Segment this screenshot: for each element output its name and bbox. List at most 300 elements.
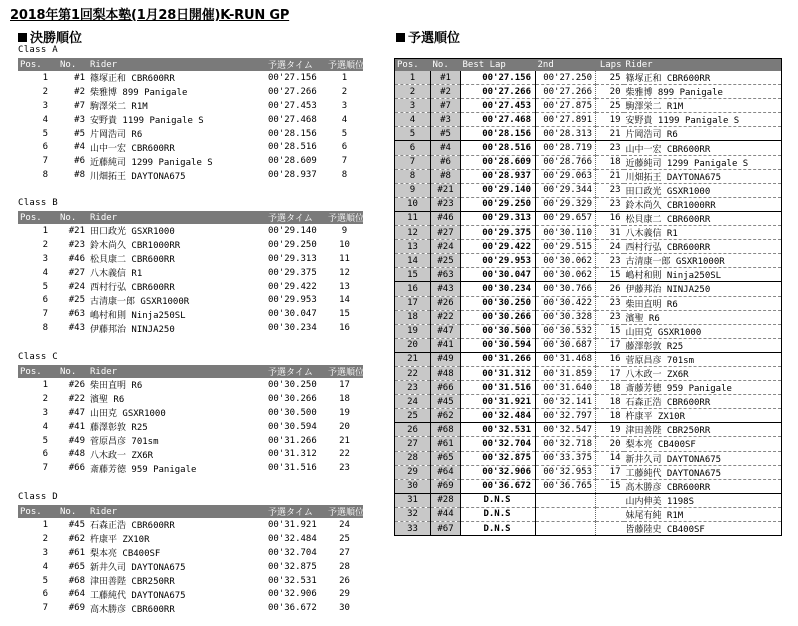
cell-pos: 24: [395, 395, 431, 409]
cell-2nd: 00'28.313: [536, 127, 596, 141]
table-row: [18, 238, 363, 252]
cell-pos: 28: [395, 451, 431, 465]
col-header-no: No.: [431, 59, 461, 72]
cell-2nd: [536, 493, 596, 507]
cell-pos: 20: [395, 338, 431, 352]
cell-best-lap: 00'27.266: [461, 85, 536, 99]
cell-rider: 西村行弘 CBR600RR: [624, 240, 782, 254]
cell-rider: 川畑拓王 DAYTONA675: [624, 169, 782, 183]
cell-no: #25: [431, 254, 461, 268]
cell-pos: 19: [395, 324, 431, 338]
cell-rider: 石森正浩 CBR600RR: [90, 521, 175, 532]
cell-time: 00'28.156: [268, 128, 317, 139]
cell-pos: 21: [395, 352, 431, 366]
col-header-no: No.: [58, 365, 88, 378]
cell-rider: 松貝康二 CBR600RR: [90, 255, 175, 266]
final-results-heading: 決勝順位: [18, 27, 82, 46]
col-header-qual-rank: 予選順位: [326, 211, 363, 224]
cell-pos: 6: [42, 449, 48, 460]
table-row: [18, 224, 363, 238]
table-row: [395, 183, 782, 197]
cell-rider: 柴田直明 R6: [624, 296, 782, 310]
cell-pos: 30: [395, 479, 431, 493]
cell-rider: 近藤純司 1299 Panigale S: [90, 157, 213, 168]
cell-time: 00'31.266: [268, 435, 317, 446]
cell-pos: 25: [395, 409, 431, 423]
table-row: [18, 293, 363, 307]
cell-time: 00'27.266: [268, 86, 317, 97]
cell-q: 6: [341, 142, 348, 153]
cell-rider: 菅原昌彦 701sm: [90, 437, 159, 447]
cell-rider: 山中一宏 CBR600RR: [624, 141, 782, 155]
cell-time: 00'30.250: [268, 379, 317, 390]
cell-pos: 14: [395, 254, 431, 268]
cell-rider: 高木勝彦 CBR600RR: [90, 604, 175, 615]
cell-rider: 新井久司 DAYTONA675: [90, 563, 186, 574]
cell-no: #27: [431, 226, 461, 240]
cell-no: #66: [68, 463, 85, 474]
table-row: [395, 451, 782, 465]
cell-q: 29: [339, 589, 350, 600]
cell-pos: 5: [42, 281, 48, 292]
cell-q: 17: [339, 379, 350, 390]
cell-pos: 17: [395, 296, 431, 310]
cell-laps: 23: [596, 310, 624, 324]
cell-rider: 近藤純司 1299 Panigale S: [624, 155, 782, 169]
cell-laps: 23: [596, 141, 624, 155]
cell-best-lap: 00'31.516: [461, 381, 536, 395]
cell-q: 14: [339, 295, 350, 306]
table-row: [395, 423, 782, 437]
col-header-rider: Rider: [88, 365, 266, 378]
cell-no: #24: [431, 240, 461, 254]
cell-pos: 7: [395, 155, 431, 169]
cell-no: #26: [68, 379, 85, 390]
cell-pos: 4: [395, 113, 431, 127]
cell-time: 00'31.312: [268, 449, 317, 460]
cell-pos: 16: [395, 282, 431, 296]
cell-q: 18: [339, 393, 350, 404]
cell-pos: 4: [42, 114, 48, 125]
col-header-laps: Laps: [596, 59, 624, 72]
cell-rider: 篠塚正和 CBR600RR: [625, 74, 711, 85]
qualifying-header-row: [395, 59, 782, 72]
col-header-2nd: 2nd: [536, 59, 596, 72]
cell-rider: 斎藤芳徳 959 Panigale: [624, 381, 782, 395]
cell-rider: 柴雅博 899 Panigale: [90, 88, 188, 99]
cell-time: 00'31.921: [268, 519, 317, 530]
cell-laps: 17: [596, 465, 624, 479]
cell-time: 00'30.594: [268, 421, 317, 432]
table-row: [18, 266, 363, 280]
cell-rider: 新井久司 DAYTONA675: [624, 451, 782, 465]
cell-rider: 川畑拓王 DAYTONA675: [90, 171, 186, 182]
cell-2nd: 00'31.640: [536, 381, 596, 395]
cell-rider: 駒澤栄二 R1M: [90, 102, 148, 113]
cell-rider: 田口政光 GSXR1000: [90, 227, 175, 238]
cell-best-lap: 00'32.704: [461, 437, 536, 451]
cell-q: 20: [339, 421, 350, 432]
cell-no: #61: [431, 437, 461, 451]
cell-no: #61: [68, 547, 85, 558]
col-header-best-lap: Best Lap: [461, 59, 536, 72]
cell-rider: 嶋村和則 Ninja250SL: [624, 268, 782, 282]
cell-laps: 23: [596, 183, 624, 197]
class-label: Class A: [18, 45, 59, 55]
cell-pos: 1: [42, 519, 48, 530]
table-row: [18, 587, 363, 601]
table-row: [395, 338, 782, 352]
cell-pos: 32: [395, 507, 431, 521]
cell-time: 00'27.468: [268, 114, 317, 125]
cell-best-lap: 00'29.422: [461, 240, 536, 254]
cell-rider: 妹尾有純 R1M: [624, 507, 782, 521]
cell-best-lap: 00'30.250: [461, 296, 536, 310]
table-row: [395, 395, 782, 409]
cell-laps: 26: [596, 282, 624, 296]
cell-rider: 駒澤栄二 R1M: [624, 99, 782, 113]
cell-no: #22: [68, 393, 85, 404]
cell-q: 27: [339, 547, 350, 558]
cell-2nd: 00'28.719: [536, 141, 596, 155]
col-header-qual-rank: 予選順位: [326, 58, 363, 71]
cell-q: 25: [339, 533, 350, 544]
cell-best-lap: 00'31.312: [461, 366, 536, 380]
cell-time: 00'29.313: [268, 253, 317, 264]
cell-laps: 15: [596, 268, 624, 282]
cell-rider: 鈴木尚久 CBR1000RR: [90, 241, 181, 252]
cell-no: #63: [68, 309, 85, 320]
cell-pos: 8: [42, 323, 48, 334]
cell-pos: 1: [42, 379, 48, 390]
class-results-table: [18, 365, 363, 475]
table-row: [395, 282, 782, 296]
cell-pos: 1: [42, 225, 48, 236]
qualifying-table: [394, 58, 782, 536]
cell-no: #2: [74, 86, 85, 97]
col-header-rider: Rider: [88, 211, 266, 224]
cell-no: #64: [68, 589, 85, 600]
cell-no: #6: [431, 155, 461, 169]
cell-best-lap: 00'29.953: [461, 254, 536, 268]
cell-pos: 5: [42, 435, 48, 446]
cell-best-lap: 00'30.234: [461, 282, 536, 296]
col-header-pos: Pos.: [18, 58, 58, 71]
table-row: [395, 240, 782, 254]
cell-best-lap: 00'27.453: [461, 99, 536, 113]
cell-laps: [596, 507, 624, 521]
table-row: [395, 409, 782, 423]
cell-no: #46: [68, 253, 85, 264]
cell-q: 26: [339, 575, 350, 586]
cell-q: 7: [341, 156, 348, 167]
cell-time: 00'28.937: [268, 170, 317, 181]
cell-q: 11: [339, 253, 350, 264]
table-row: [395, 99, 782, 113]
cell-rider: 梨本亮 CB400SF: [624, 437, 782, 451]
cell-rider: 篠塚正和 CBR600RR: [90, 74, 175, 85]
cell-rider: 松貝康二 CBR600RR: [624, 211, 782, 225]
cell-rider: 鈴木尚久 CBR1000RR: [624, 197, 782, 211]
cell-no: #23: [431, 197, 461, 211]
cell-pos: 26: [395, 423, 431, 437]
cell-time: 00'30.500: [268, 407, 317, 418]
cell-pos: 33: [395, 522, 431, 536]
cell-no: #69: [68, 603, 85, 614]
cell-pos: 3: [42, 253, 48, 264]
cell-no: #4: [431, 141, 461, 155]
cell-best-lap: 00'32.484: [461, 409, 536, 423]
table-row: [18, 532, 363, 546]
cell-best-lap: 00'27.468: [461, 113, 536, 127]
cell-no: #2: [431, 85, 461, 99]
cell-no: #65: [431, 451, 461, 465]
col-header-pos: Pos.: [18, 365, 58, 378]
cell-time: 00'28.609: [268, 156, 317, 167]
cell-no: #49: [431, 352, 461, 366]
col-header-qual-time: 予選タイム: [266, 365, 326, 378]
cell-best-lap: 00'28.156: [461, 127, 536, 141]
cell-2nd: 00'29.329: [536, 197, 596, 211]
cell-laps: 25: [596, 99, 624, 113]
table-row: [395, 522, 782, 536]
cell-no: #21: [431, 183, 461, 197]
square-bullet-icon: [396, 33, 405, 42]
cell-rider: 柴田直明 R6: [90, 381, 143, 392]
cell-no: #28: [431, 493, 461, 507]
cell-no: #5: [74, 128, 85, 139]
cell-q: 28: [339, 561, 350, 572]
cell-pos: 23: [395, 381, 431, 395]
cell-pos: 9: [395, 183, 431, 197]
cell-pos: 4: [42, 421, 48, 432]
cell-laps: 23: [596, 296, 624, 310]
col-header-pos: Pos.: [18, 505, 58, 518]
cell-rider: 杵康平 ZX10R: [90, 535, 150, 546]
cell-pos: 3: [42, 407, 48, 418]
table-row: [18, 574, 363, 588]
cell-2nd: 00'30.532: [536, 324, 596, 338]
cell-pos: 4: [42, 561, 48, 572]
cell-time: 00'27.156: [268, 72, 317, 83]
table-row: [18, 113, 363, 127]
class-header-row: [18, 211, 363, 224]
table-row: [18, 71, 363, 85]
cell-q: 30: [339, 603, 350, 614]
class-label: Class B: [18, 198, 59, 208]
table-row: [18, 307, 363, 321]
cell-2nd: [536, 507, 596, 521]
cell-no: #1: [74, 72, 85, 83]
table-row: [18, 140, 363, 154]
cell-no: #7: [74, 100, 85, 111]
cell-pos: 5: [42, 575, 48, 586]
cell-2nd: 00'32.953: [536, 465, 596, 479]
cell-2nd: 00'27.266: [536, 85, 596, 99]
table-row: [18, 546, 363, 560]
cell-no: #49: [68, 435, 85, 446]
class-header-row: [18, 505, 363, 518]
table-row: [18, 378, 363, 392]
cell-pos: 27: [395, 437, 431, 451]
cell-best-lap: 00'29.250: [461, 197, 536, 211]
cell-pos: 6: [42, 142, 48, 153]
col-header-qual-time: 予選タイム: [266, 211, 326, 224]
cell-laps: 23: [596, 197, 624, 211]
cell-no: #6: [74, 156, 85, 167]
cell-no: #62: [431, 409, 461, 423]
cell-rider: 菅原昌彦 701sm: [624, 352, 782, 366]
cell-no: #64: [431, 465, 461, 479]
cell-time: 00'29.953: [268, 295, 317, 306]
cell-no: #47: [431, 324, 461, 338]
table-row: [395, 310, 782, 324]
cell-q: 10: [339, 239, 350, 250]
cell-pos: 13: [395, 240, 431, 254]
cell-time: 00'36.672: [268, 603, 317, 614]
cell-time: 00'29.375: [268, 267, 317, 278]
cell-rider: 八木政一 ZX6R: [90, 450, 154, 461]
cell-rider: 古清康一郎 GSXR1000R: [624, 254, 782, 268]
table-row: [395, 197, 782, 211]
cell-pos: 31: [395, 493, 431, 507]
cell-2nd: 00'36.765: [536, 479, 596, 493]
table-row: [395, 169, 782, 183]
cell-laps: 17: [596, 366, 624, 380]
cell-laps: 20: [596, 437, 624, 451]
table-row: [395, 211, 782, 225]
cell-laps: 16: [596, 211, 624, 225]
cell-rider: 工藤純代 DAYTONA675: [624, 465, 782, 479]
cell-no: #48: [68, 449, 85, 460]
cell-2nd: 00'32.141: [536, 395, 596, 409]
cell-rider: 安野貴 1199 Panigale S: [624, 113, 782, 127]
cell-rider: 藤澤彰敦 R25: [624, 338, 782, 352]
cell-no: #65: [68, 561, 85, 572]
table-row: [18, 518, 363, 532]
cell-2nd: 00'31.468: [536, 352, 596, 366]
cell-rider: 高木勝彦 CBR600RR: [624, 479, 782, 493]
cell-rider: 伊藤邦治 NINJA250: [90, 324, 175, 335]
table-row: [395, 113, 782, 127]
cell-best-lap: 00'27.156: [461, 71, 536, 85]
cell-time: 00'27.453: [268, 100, 317, 111]
cell-rider: 嶋村和則 Ninja250SL: [90, 310, 186, 321]
cell-q: 4: [341, 114, 348, 125]
table-row: [395, 155, 782, 169]
table-row: [395, 352, 782, 366]
table-row: [395, 85, 782, 99]
cell-rider: 古清康一郎 GSXR1000R: [90, 296, 190, 307]
cell-no: #63: [431, 268, 461, 282]
cell-laps: 20: [596, 85, 624, 99]
cell-best-lap: 00'30.266: [461, 310, 536, 324]
cell-pos: 7: [42, 156, 48, 167]
table-row: [395, 465, 782, 479]
cell-rider: 濱聖 R6: [90, 395, 125, 406]
cell-pos: 6: [42, 295, 48, 306]
cell-best-lap: 00'31.921: [461, 395, 536, 409]
cell-laps: 24: [596, 240, 624, 254]
cell-no: #67: [431, 522, 461, 536]
cell-rider: 伊藤邦治 NINJA250: [624, 282, 782, 296]
cell-pos: 1: [42, 72, 48, 83]
col-header-no: No.: [58, 58, 88, 71]
cell-laps: 15: [596, 324, 624, 338]
table-row: [395, 479, 782, 493]
cell-no: #45: [68, 519, 85, 530]
cell-rider: 山内伸美 1198S: [624, 493, 782, 507]
cell-pos: 5: [42, 128, 48, 139]
cell-pos: 11: [395, 211, 431, 225]
table-row: [18, 168, 363, 182]
col-header-no: No.: [58, 505, 88, 518]
table-row: [395, 226, 782, 240]
cell-2nd: 00'29.063: [536, 169, 596, 183]
col-header-rider: Rider: [624, 59, 782, 72]
cell-2nd: 00'30.062: [536, 254, 596, 268]
cell-rider: 安野貴 1199 Panigale S: [90, 116, 204, 127]
class-label: Class C: [18, 352, 59, 362]
cell-time: 00'29.422: [268, 281, 317, 292]
table-row: [395, 324, 782, 338]
table-row: [395, 268, 782, 282]
cell-2nd: 00'29.657: [536, 211, 596, 225]
cell-pos: 1: [395, 71, 431, 85]
cell-best-lap: 00'31.266: [461, 352, 536, 366]
cell-pos: 6: [395, 141, 431, 155]
cell-pos: 8: [395, 169, 431, 183]
table-row: [395, 127, 782, 141]
cell-2nd: 00'32.547: [536, 423, 596, 437]
cell-best-lap: 00'30.594: [461, 338, 536, 352]
col-header-rider: Rider: [88, 58, 266, 71]
cell-pos: 3: [395, 99, 431, 113]
cell-laps: 19: [596, 423, 624, 437]
cell-best-lap: 00'30.500: [461, 324, 536, 338]
cell-pos: 2: [395, 85, 431, 99]
cell-q: 12: [339, 267, 350, 278]
cell-no: #41: [431, 338, 461, 352]
class-header-row: [18, 58, 363, 71]
cell-rider: 石森正浩 CBR600RR: [624, 395, 782, 409]
class-results-table: [18, 211, 363, 335]
cell-pos: 2: [42, 393, 48, 404]
cell-rider: 八木義信 R1: [90, 269, 143, 280]
class-header-row: [18, 365, 363, 378]
cell-q: 16: [339, 323, 350, 334]
cell-pos: 8: [42, 170, 48, 181]
cell-no: #3: [74, 114, 85, 125]
class-results-table: [18, 505, 363, 615]
cell-rider: 柴雅博 899 Panigale: [624, 85, 782, 99]
cell-pos: 29: [395, 465, 431, 479]
col-header-qual-rank: 予選順位: [326, 505, 363, 518]
table-row: [18, 99, 363, 113]
table-row: [395, 71, 782, 85]
cell-rider: 山田克 GSXR1000: [90, 409, 166, 420]
cell-no: #22: [431, 310, 461, 324]
cell-no: #68: [68, 575, 85, 586]
table-row: [395, 254, 782, 268]
cell-q: 5: [341, 128, 348, 139]
cell-2nd: [536, 522, 596, 536]
cell-q: 24: [339, 519, 350, 530]
cell-no: #44: [431, 507, 461, 521]
table-row: [18, 392, 363, 406]
cell-no: #27: [68, 267, 85, 278]
table-row: [18, 406, 363, 420]
